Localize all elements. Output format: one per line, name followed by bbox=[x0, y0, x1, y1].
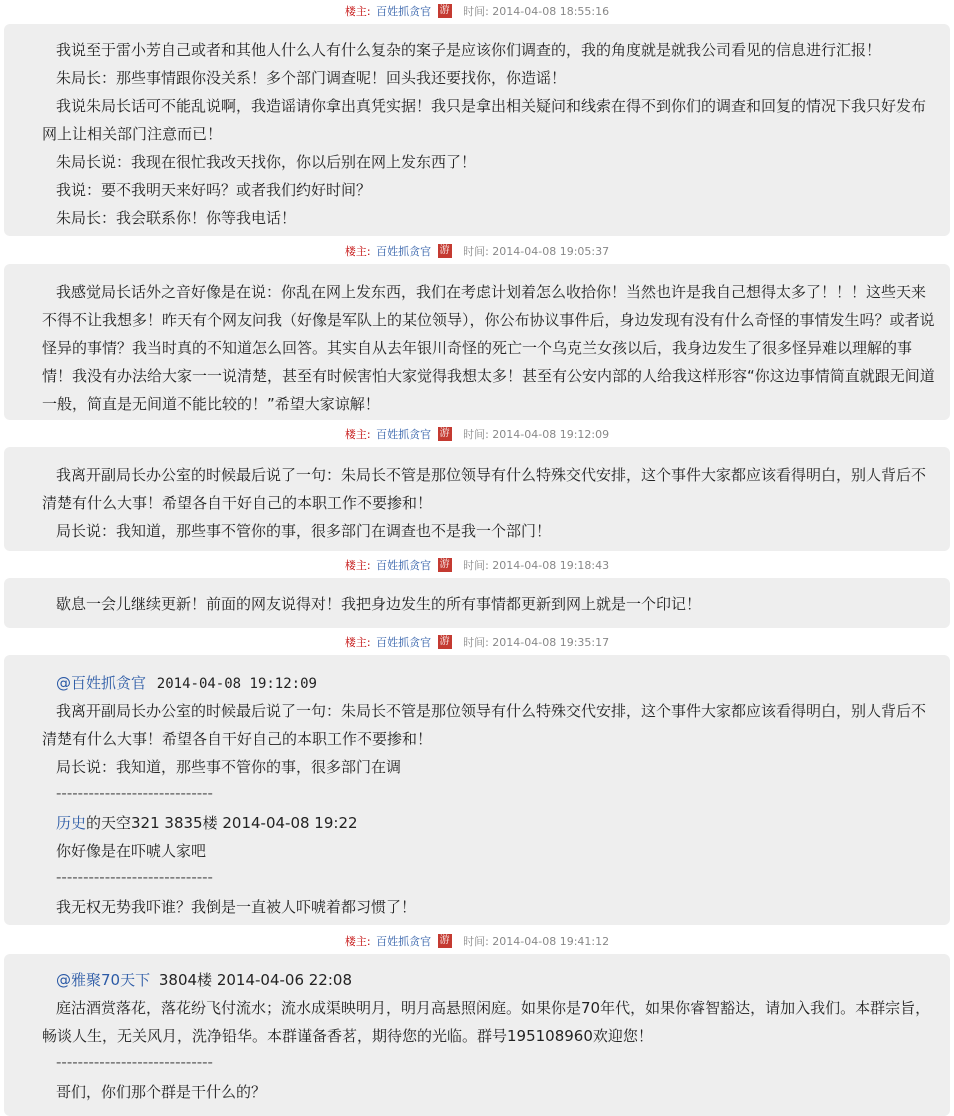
reply-user-link[interactable]: 历史 bbox=[56, 814, 87, 832]
post-time: 2014-04-08 19:35:17 bbox=[492, 636, 610, 649]
time-label: 时间: bbox=[463, 5, 489, 18]
quoted-paragraph-text: 庭沽酒赏落花，落花纷飞付流水；流水成渠映明月，明月高悬照闲庭。如果你是70年代，如果你睿智豁达，请加入我们。本群宗旨，畅谈人生，无关风月，洗净铅华。本群谨备香茗，期待您的光临。群号195108960欢迎您！ bbox=[42, 999, 931, 1045]
reply-header bbox=[56, 809, 358, 837]
post-answer: 哥们，你们那个群是干什么的？ bbox=[56, 1083, 267, 1101]
role-label: 楼主: bbox=[344, 935, 371, 948]
post-meta bbox=[0, 554, 954, 578]
post-paragraph: 我说：要不我明天来好吗？或者我们约好时间？ bbox=[56, 181, 372, 199]
quote-header bbox=[56, 669, 317, 698]
quoted-paragraph bbox=[42, 697, 938, 753]
visitor-badge: 游 bbox=[439, 428, 450, 439]
visitor-badge: 游 bbox=[439, 5, 450, 16]
post-body bbox=[4, 264, 950, 420]
quoted-paragraph bbox=[42, 994, 938, 1050]
post-paragraph-text: 我感觉局长话外之音好像是在说：你乱在网上发东西，我们在考虑计划着怎么收拾你！当然也许是我自己想得太多了！！！这些天来不得不让我想多！昨天有个网友问我（好像是军队上的某位领导），你公布协议事件后，身边发现有没有什么奇怪的事情发生吗？或者说怪异的事情？我当时真的不知道怎么回答。其实自从去年银川奇怪的死亡一个乌克兰女孩以后，我身边发生了很多怪异难以理解的事情！我没有办法给大家一一说清楚，甚至有时候害怕大家觉得我想太多！甚至有公安内部的人给我这样形容“你这边事情简直就跟无间道一般，简直是无间道不能比较的！”希望大家谅解！ bbox=[42, 283, 935, 413]
post-time: 2014-04-08 19:12:09 bbox=[492, 428, 610, 441]
separator-line: ----------------------------- bbox=[56, 784, 213, 802]
post-paragraph: 朱局长：我会联系你！你等我电话！ bbox=[56, 209, 297, 227]
post-body bbox=[4, 655, 950, 925]
post-body bbox=[4, 954, 950, 1116]
author-link[interactable]: 百姓抓贪官 bbox=[376, 935, 432, 948]
post-body bbox=[4, 24, 950, 236]
post-paragraph-text: 我离开副局长办公室的时候最后说了一句：朱局长不管是那位领导有什么特殊交代安排，这个事件大家都应该看得明白，别人背后不清楚有什么大事！希望各自干好自己的本职工作不要掺和！ bbox=[42, 466, 927, 512]
post-paragraph: 我说至于雷小芳自己或者和其他人什么人有什么复杂的案子是应该你们调查的，我的角度就是就我公司看见的信息进行汇报！ bbox=[56, 41, 882, 59]
post-paragraph: 朱局长：那些事情跟你没关系！多个部门调查呢！回头我还要找你，你造谣！ bbox=[56, 69, 567, 87]
reply-text: 你好像是在吓唬人家吧 bbox=[56, 842, 207, 860]
quoted-paragraph-text: 我离开副局长办公室的时候最后说了一句：朱局长不管是那位领导有什么特殊交代安排，这个事件大家都应该看得明白，别人背后不清楚有什么大事！希望各自干好自己的本职工作不要掺和！ bbox=[42, 702, 927, 748]
post-meta bbox=[0, 0, 954, 24]
time-label: 时间: bbox=[463, 636, 489, 649]
visitor-badge: 游 bbox=[439, 636, 450, 647]
post-paragraph bbox=[42, 278, 938, 418]
post-time: 2014-04-08 18:55:16 bbox=[492, 5, 610, 18]
post-paragraph-text: 我说朱局长话可不能乱说啊，我造谣请你拿出真凭实据！我只是拿出相关疑问和线索在得不到你们的调查和回复的情况下我只好发布网上让相关部门注意而已！ bbox=[42, 97, 927, 143]
quoted-paragraph: 局长说：我知道，那些事不管你的事，很多部门在调 bbox=[56, 758, 402, 776]
time-label: 时间: bbox=[463, 428, 489, 441]
post-paragraph bbox=[42, 461, 938, 517]
post-body bbox=[4, 578, 950, 628]
post-paragraph bbox=[42, 92, 938, 148]
visitor-badge: 游 bbox=[439, 935, 450, 946]
role-label: 楼主: bbox=[344, 636, 371, 649]
post-meta bbox=[0, 423, 954, 447]
author-link[interactable]: 百姓抓贪官 bbox=[376, 636, 432, 649]
time-label: 时间: bbox=[463, 245, 489, 258]
post-time: 2014-04-08 19:18:43 bbox=[492, 559, 610, 572]
visitor-badge: 游 bbox=[439, 559, 450, 570]
post-time: 2014-04-08 19:05:37 bbox=[492, 245, 610, 258]
post-time: 2014-04-08 19:41:12 bbox=[492, 935, 610, 948]
quoted-time: 2014-04-08 19:12:09 bbox=[156, 676, 317, 692]
author-link[interactable]: 百姓抓贪官 bbox=[376, 5, 432, 18]
post-meta bbox=[0, 631, 954, 655]
post-paragraph: 局长说：我知道，那些事不管你的事，很多部门在调查也不是我一个部门！ bbox=[56, 522, 552, 540]
author-link[interactable]: 百姓抓贪官 bbox=[376, 559, 432, 572]
reply-user-meta: 的天空321 3835楼 2014-04-08 19:22 bbox=[86, 814, 358, 832]
post-answer: 我无权无势我吓谁？我倒是一直被人吓唬着都习惯了！ bbox=[56, 898, 417, 916]
visitor-badge: 游 bbox=[439, 245, 450, 256]
role-label: 楼主: bbox=[344, 245, 371, 258]
post-paragraph: 歇息一会儿继续更新！前面的网友说得对！我把身边发生的所有事情都更新到网上就是一个印记！ bbox=[56, 595, 702, 613]
quoted-user-link[interactable]: @百姓抓贪官 bbox=[56, 674, 147, 692]
author-link[interactable]: 百姓抓贪官 bbox=[376, 428, 432, 441]
author-link[interactable]: 百姓抓贪官 bbox=[376, 245, 432, 258]
role-label: 楼主: bbox=[344, 559, 371, 572]
time-label: 时间: bbox=[463, 935, 489, 948]
post-meta bbox=[0, 240, 954, 264]
separator-line: ----------------------------- bbox=[56, 1053, 213, 1071]
quoted-meta: 3804楼 2014-04-06 22:08 bbox=[158, 971, 352, 989]
role-label: 楼主: bbox=[344, 5, 371, 18]
role-label: 楼主: bbox=[344, 428, 371, 441]
quoted-user-link[interactable]: @雅聚70天下 bbox=[56, 971, 151, 989]
separator-line: ----------------------------- bbox=[56, 868, 213, 886]
quote-header bbox=[56, 966, 352, 994]
post-paragraph: 朱局长说：我现在很忙我改天找你，你以后别在网上发东西了！ bbox=[56, 153, 477, 171]
post-meta bbox=[0, 930, 954, 954]
time-label: 时间: bbox=[463, 559, 489, 572]
post-body bbox=[4, 447, 950, 551]
